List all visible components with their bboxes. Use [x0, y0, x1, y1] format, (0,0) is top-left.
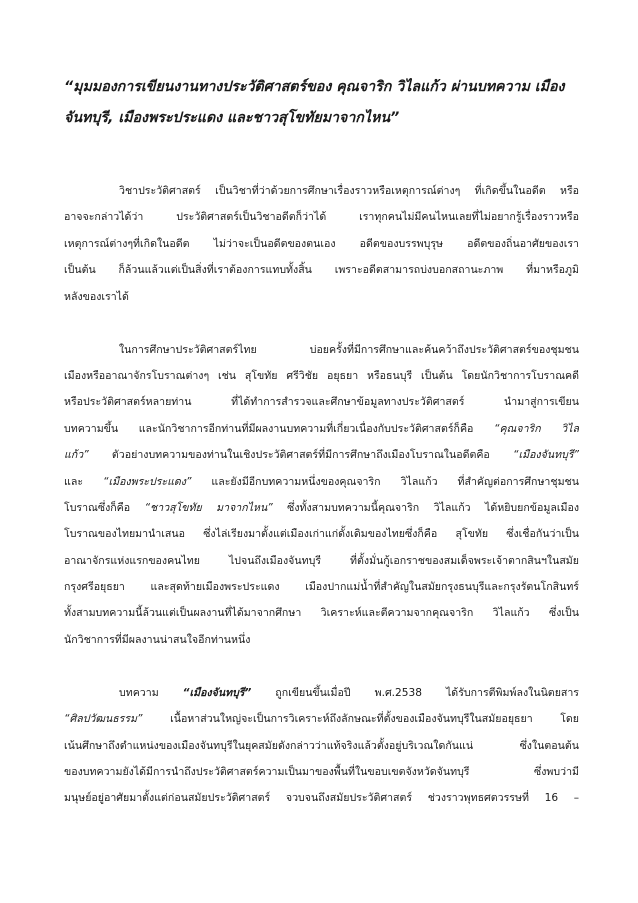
paragraph-line: อาจจะกล่าวได้ว่า ประวัติศาสตร์เป็นวิชาอดีตก็ว่าได้ เราทุกคนไม่มีคนไหนเลยที่ไม่อยากรู้เรื่องราวหรือ: [64, 211, 579, 224]
line-text: บทความ: [119, 686, 183, 699]
line-text: โบราณซึ่งก็คือ: [64, 501, 145, 514]
paragraph-line: เป็นต้น ก็ล้วนแล้วแต่เป็นสิ่งที่เราต้องการแทบทั้งสิ้น เพราะอดีตสามารถบ่งบอกสถานะภาพ ที่มาหรือภูมิ: [64, 264, 579, 277]
title-line-2: จันทบุรี, เมืองพระประแดง และชาวสุโขทัยมาจากไหน”: [64, 110, 400, 126]
article-title-sukhothai: “ชาวสุโขทัย มาจากไหน”: [144, 501, 273, 514]
title-line-1: “มุมมองการเขียนงานทางประวัติศาสตร์ของ คุณจาริก วิไลแก้ว ผ่านบทความ เมือง: [64, 79, 565, 95]
paragraph-line: เมืองหรืออาณาจักรโบราณต่างๆ เช่น สุโขทัย ศรีวิชัย อยุธยา หรือธนบุรี เป็นต้น โดยนักวิชาการโบราณคดี: [64, 369, 579, 382]
paragraph-line: [64, 680, 579, 706]
paragraph-line: ในการศึกษาประวัติศาสตร์ไทย บ่อยครั้งที่มีการศึกษาและค้นคว้าถึงประวัติศาสตร์ของชุมชน: [119, 343, 579, 356]
paragraph-line: [64, 469, 579, 495]
paragraph-line: โบราณของไทยมานำเสนอ ซึ่งไล่เรียงมาตั้งแต่เมืองเก่าแก่ดั้งเดิมของไทยซึ่งก็คือ สุโขทัย ซึ่งเชื่อกันว่าเป็น: [64, 528, 579, 541]
line-text: ตัวอย่างบทความของท่านในเชิงประวัติศาสตร์ที่มีการศึกษาถึงเมืองโบราณในอดีตคือ: [88, 449, 514, 462]
paragraph-line: วิชาประวัติศาสตร์ เป็นวิชาที่ว่าด้วยการศึกษาเรื่องราวหรือเหตุการณ์ต่างๆ ที่เกิดขึ้นในอดีต หรือ: [119, 185, 579, 197]
article-title-chanthaburi-bold: “เมืองจันทบุรี”: [182, 686, 252, 699]
paragraph-line: ของบทความยังได้มีการนำถึงประวัติศาสตร์ความเป็นมาของพื้นที่ในขอบเขตจังหวัดจันทบุรี ซึ่งพบว่ามี: [64, 766, 579, 778]
line-text: และ: [64, 475, 103, 488]
paragraph-line: นักวิชาการที่มีผลงานน่าสนใจอีกท่านหนึ่ง: [64, 633, 251, 646]
author-name: “คุณจาริก วิไล: [493, 422, 579, 435]
paragraph-line: หลังของเราได้: [64, 290, 129, 303]
paragraph-line: [64, 416, 579, 442]
paragraph-line: [64, 495, 579, 521]
paragraph-2: [64, 337, 579, 654]
article-title-phrapradaeng: “เมืองพระประแดง”: [102, 475, 192, 488]
paragraph-line: [64, 706, 579, 732]
document-body: [64, 178, 579, 812]
paragraph-line: ทั้งสามบทความนี้ล้วนแต่เป็นผลงานที่ได้มาจากศึกษา วิเคราะห์และตีความจากคุณจาริก วิไลแก้ว ซึ่งเป็น: [64, 607, 579, 620]
line-text: ซึ่งทั้งสามบทความนี้คุณจาริก วิไลแก้ว ได้หยิบยกข้อมูลเมือง: [272, 501, 579, 514]
line-text: ถูกเขียนขึ้นเมื่อปี พ.ศ.2538 ได้รับการตีพิมพ์ลงในนิตยสาร: [251, 686, 579, 699]
paragraph-line: [64, 442, 579, 468]
author-name-end: แก้ว”: [64, 449, 89, 462]
paragraph-line: มนุษย์อยู่อาศัยมาตั้งแต่ก่อนสมัยประวัติศาสตร์ จวบจนถึงสมัยประวัติศาสตร์ ช่วงราวพุทธศตวรรษที่ 16 –: [64, 792, 579, 805]
line-text: เนื้อหาส่วนใหญ่จะเป็นการวิเคราะห์ถึงลักษณะที่ตั้งของเมืองจันทบุรีในสมัยอยุธยา โดย: [142, 713, 579, 726]
paragraph-3: [64, 680, 579, 812]
document-title: [64, 72, 584, 134]
paragraph-line: กรุงศรีอยุธยา และสุดท้ายเมืองพระประแดง เมืองปากแม่น้ำที่สำคัญในสมัยกรุงธนบุรีและกรุงรัตนโกสินทร์: [64, 581, 579, 594]
paragraph-line: หรือประวัติศาสตร์หลายท่าน ที่ได้ทำการสำรวจและศึกษาข้อมูลทางประวัติศาสตร์ นำมาสู่การเขียน: [64, 396, 579, 409]
paragraph-1: [64, 178, 579, 310]
magazine-title: “ศิลปวัฒนธรรม”: [64, 713, 143, 726]
line-text: และยังมีอีกบทความหนึ่งของคุณจาริก วิไลแก้ว ที่สำคัญต่อการศึกษาชุมชน: [191, 475, 579, 488]
paragraph-line: อาณาจักรแห่งแรกของคนไทย ไปจนถึงเมืองจันทบุรี ที่ตั้งมั่นกู้เอกราชของสมเด็จพระเจ้าตากสินฯในสมัย: [64, 554, 579, 567]
paragraph-line: เน้นศึกษาถึงตำแหน่งของเมืองจันทบุรีในยุคสมัยดังกล่าวว่าแท้จริงแล้วตั้งอยู่บริเวณใดกันแน่ ซึ่งในตอนต้น: [64, 739, 579, 752]
paragraph-line: เหตุการณ์ต่างๆที่เกิดในอดีต ไม่ว่าจะเป็นอดีตของตนเอง อดีตของบรรพบุรุษ อดีตของถิ่นอาศัยของเรา: [64, 237, 579, 250]
article-title-chanthaburi: “เมืองจันทบุรี”: [513, 449, 579, 462]
line-text: บทความขึ้น และนักวิชาการอีกท่านที่มีผลงานบทความที่เกี่ยวเนื่องกับประวัติศาสตร์ก็คือ: [64, 422, 474, 435]
